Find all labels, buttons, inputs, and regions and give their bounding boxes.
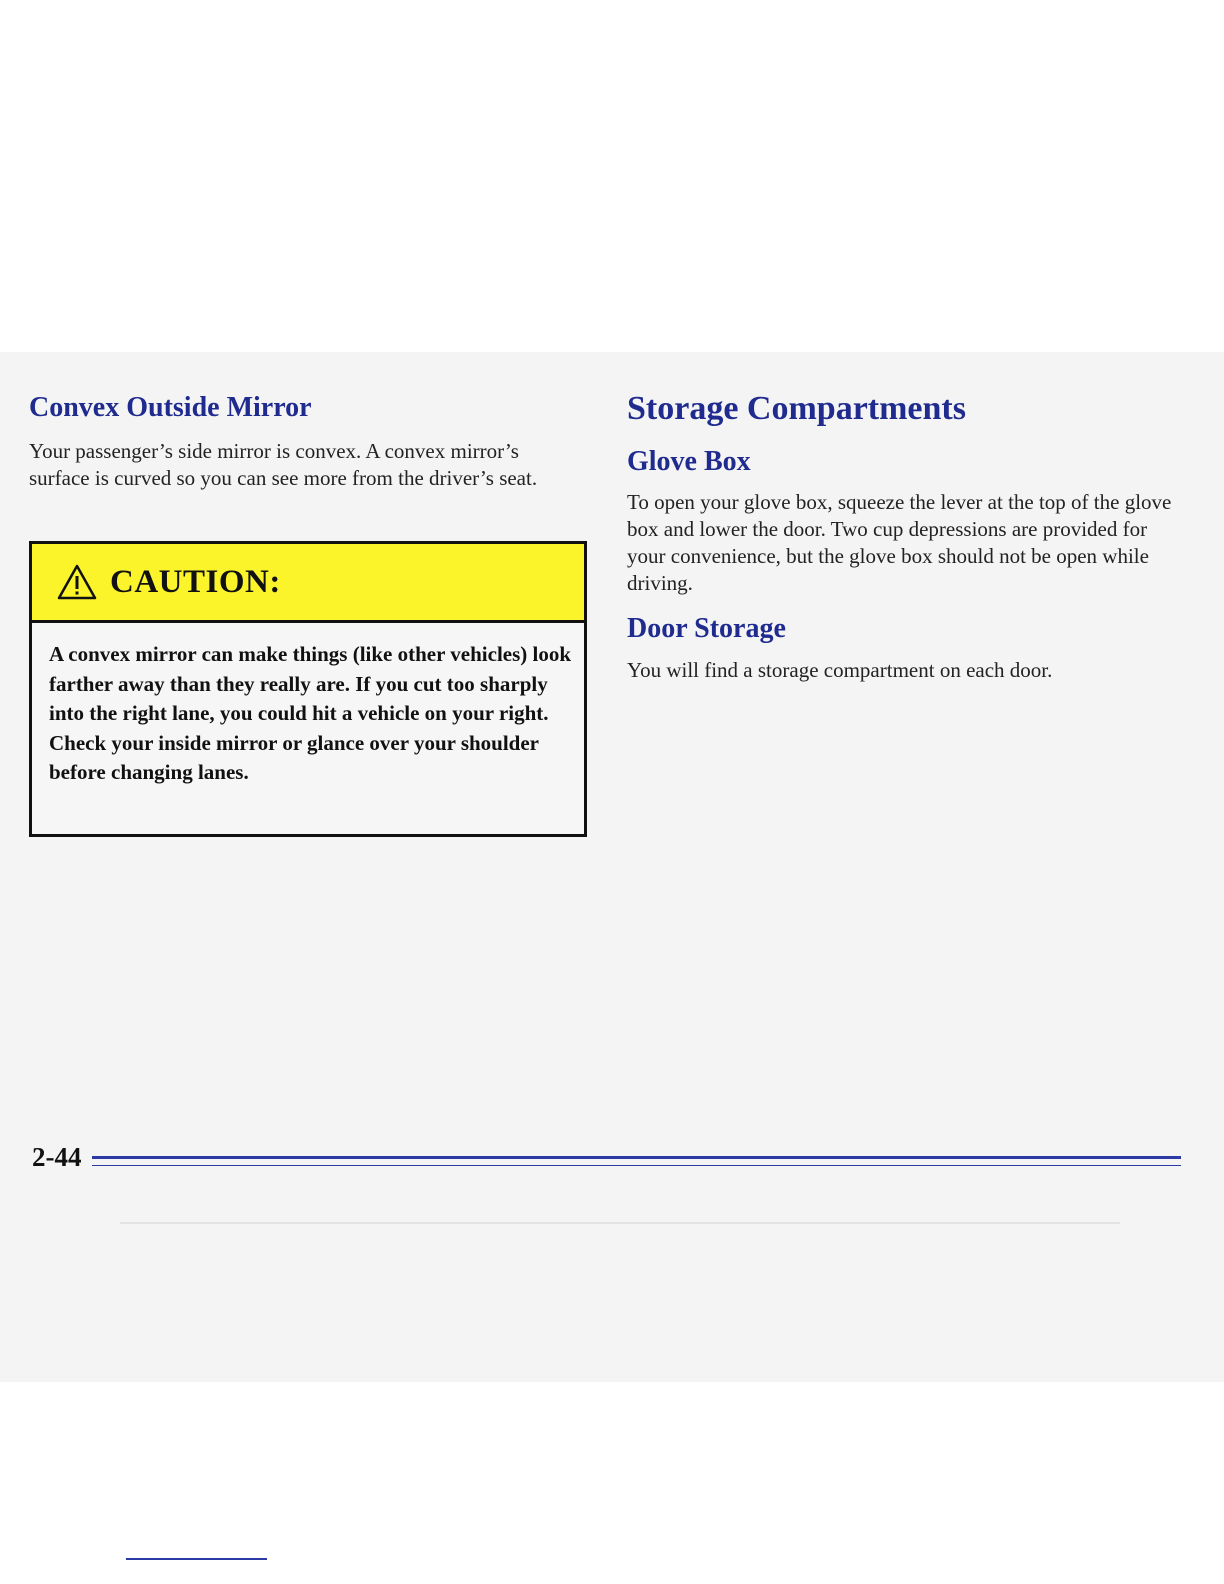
caution-header [32,544,584,623]
caution-body: A convex mirror can make things (like other vehicles) look farther away than they really are. If you cut too sharply into the right lane, you could hit a vehicle on your right. Check your inside mirror or glance over your shoulder before changing lanes. [49,642,572,784]
caution-title: CAUTION: [110,563,281,600]
warning-triangle-icon [56,563,98,601]
page-number: 2-44 [32,1142,82,1172]
door-storage-heading: Door Storage [627,613,786,644]
storage-compartments-title: Storage Compartments [627,390,966,427]
glove-box-paragraph: To open your glove box, squeeze the lever at the top of the glove box and lower the door. Two cup depressions are provided for your convenience, but the glove box should not be open while driving. [627,490,1172,595]
scan-divider [120,1222,1120,1224]
door-storage-paragraph: You will find a storage compartment on each door. [627,658,1053,682]
convex-mirror-paragraph: Your passenger’s side mirror is convex. A convex mirror’s surface is curved so you can see more from the driver’s seat. [29,439,538,490]
footer-rule-thin [92,1165,1181,1166]
caution-box [29,541,587,837]
glove-box-heading: Glove Box [627,446,751,477]
footer-rule-thick [92,1156,1181,1159]
convex-mirror-heading: Convex Outside Mirror [29,392,312,423]
bottom-mark [126,1558,267,1560]
